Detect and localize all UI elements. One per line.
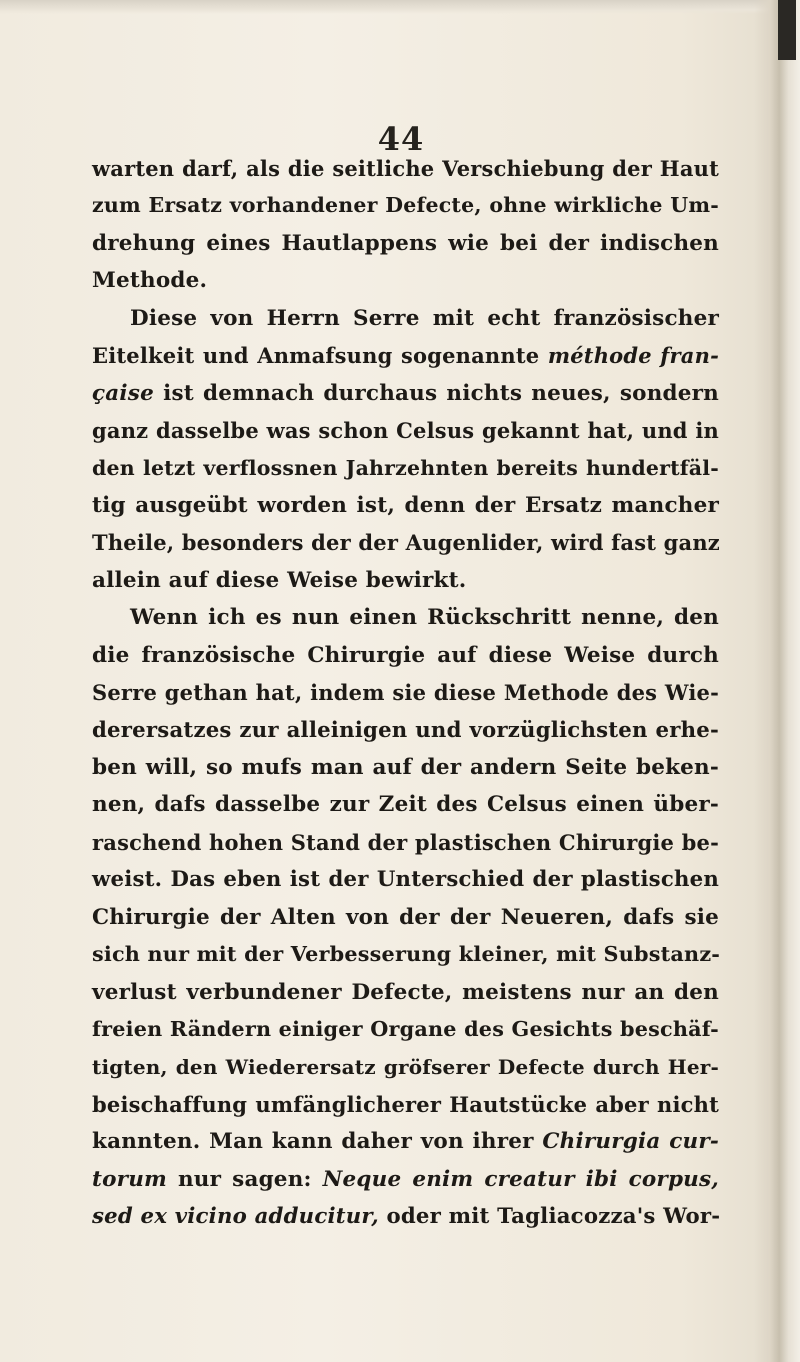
text-line: verlust verbundener Defecte, meistens nur an den <box>92 979 719 1005</box>
text-line: derersatzes zur alleinigen und vorzüglichsten erhe- <box>92 717 719 743</box>
text-line: drehung eines Hautlappens wie bei der indischen <box>92 230 719 256</box>
text-line: Chirurgie der Alten von der der Neueren, dafs sie <box>92 904 719 930</box>
text-line: zum Ersatz vorhandener Defecte, ohne wirkliche Um- <box>92 193 719 218</box>
text-line: Eitelkeit und Anmafsung sogenannte méthode fran- <box>92 343 719 369</box>
text-line: nen, dafs dasselbe zur Zeit des Celsus einen über- <box>92 792 719 818</box>
text-line: ben will, so mufs man auf der andern Seite beken- <box>92 755 719 780</box>
text-line: raschend hohen Stand der plastischen Chirurgie be- <box>92 829 719 855</box>
text-line: freien Rändern einiger Organe des Gesichts beschäf- <box>92 1017 719 1042</box>
text-line: beischaffung umfänglicherer Hautstücke aber nicht <box>92 1091 719 1117</box>
text-line: tig ausgeübt worden ist, denn der Ersatz mancher <box>92 492 719 518</box>
text-line: torum nur sagen: Neque enim creatur ibi corpus, <box>92 1166 719 1192</box>
text-line: weist. Das eben ist der Unterschied der plastischen <box>92 867 719 893</box>
binding-shadow <box>778 0 796 60</box>
text-line: Wenn ich es nun einen Rückschritt nenne, den <box>130 605 719 631</box>
page-top-edge <box>0 0 800 14</box>
text-line: sich nur mit der Verbesserung kleiner, mit Substanz- <box>92 942 721 967</box>
text-line: die französische Chirurgie auf diese Weise durch <box>92 642 719 668</box>
page-right-edge <box>754 0 800 1362</box>
text-line: allein auf diese Weise bewirkt. <box>92 567 467 593</box>
text-line: çaise ist demnach durchaus nichts neues, sondern <box>92 380 719 406</box>
text-line: warten darf, als die seitliche Verschiebung der Haut <box>92 156 719 181</box>
text-line: Theile, besonders der der Augenlider, wird fast ganz <box>92 530 720 556</box>
text-line: den letzt verflossnen Jahrzehnten bereits hundertfäl- <box>92 455 719 480</box>
text-line: kannten. Man kann daher von ihrer Chirurgia cur- <box>92 1129 719 1155</box>
body-text <box>92 150 719 1236</box>
text-line: Serre gethan hat, indem sie diese Methode des Wie- <box>92 680 719 706</box>
text-line: Methode. <box>92 268 208 294</box>
text-line: ganz dasselbe was schon Celsus gekannt hat, und in <box>92 418 719 444</box>
text-line: sed ex vicino adducitur, oder mit Tagliacozza's Wor- <box>92 1204 721 1230</box>
page-number: 44 <box>377 120 425 158</box>
text-line: Diese von Herrn Serre mit echt französischer <box>130 305 719 331</box>
text-line: tigten, den Wiederersatz gröfserer Defecte durch Her- <box>92 1054 719 1079</box>
